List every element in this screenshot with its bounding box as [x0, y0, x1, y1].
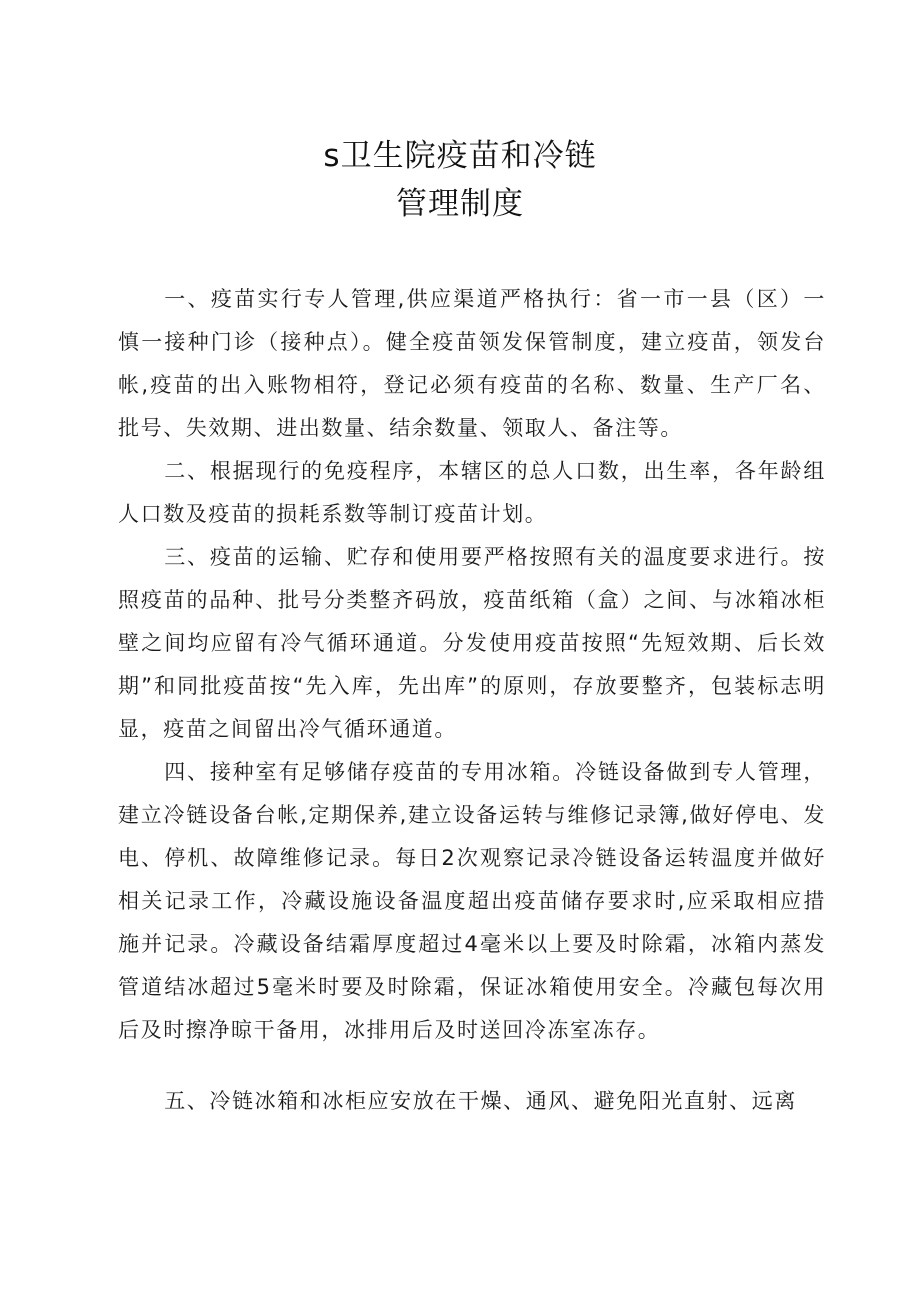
title-line-1: s卫生院疫苗和冷链: [323, 138, 597, 174]
paragraph-2: 二、根据现行的免疫程序，本辖区的总人口数，出生率，各年龄组人口数及疫苗的损耗系数等制订疫苗计划。: [118, 459, 826, 526]
document-body: [118, 278, 826, 1123]
paragraph-1: 一、疫苗实行专人管理,供应渠道严格执行：省一市一县（区）一慎一接种门诊（接种点）。健全疫苗领发保管制度，建立疫苗，领发台帐,疫苗的出入账物相符，登记必须有疫苗的名称、数量、生产厂名、批号、失效期、进出数量、结余数量、领取人、备注等。: [118, 287, 826, 440]
paragraph-3: 三、疫苗的运输、贮存和使用要严格按照有关的温度要求进行。按照疫苗的品种、批号分类整齐码放，疫苗纸箱（盒）之间、与冰箱冰柜壁之间均应留有冷气循环通道。分发使用疫苗按照“先短效期、后长效期”和同批疫苗按“先入库，先出库”的原则，存放要整齐，包装标志明显，疫苗之间留出冷气循环通道。: [118, 545, 826, 741]
document-title: [0, 132, 920, 228]
paragraph-5: 五、冷链冰箱和冰柜应安放在干燥、通风、避免阳光直射、远离: [164, 1089, 797, 1113]
paragraph-4: 四、接种室有足够储存疫苗的专用冰箱。冷链设备做到专人管理，建立冷链设备台帐,定期保养,建立设备运转与维修记录簿,做好停电、发电、停机、故障维修记录。每日2次观察记录冷链设备运转温度并做好相关记录工作，冷藏设施设备温度超出疫苗储存要求时,应采取相应措施并记录。冷藏设备结霜厚度超过4毫米以上要及时除霜，冰箱内蒸发管道结冰超过5毫米时要及时除霜，保证冰箱使用安全。冷藏包每次用后及时擦净晾干备用，冰排用后及时送回冷冻室冻存。: [118, 760, 826, 1042]
title-line-2: 管理制度: [396, 186, 524, 222]
